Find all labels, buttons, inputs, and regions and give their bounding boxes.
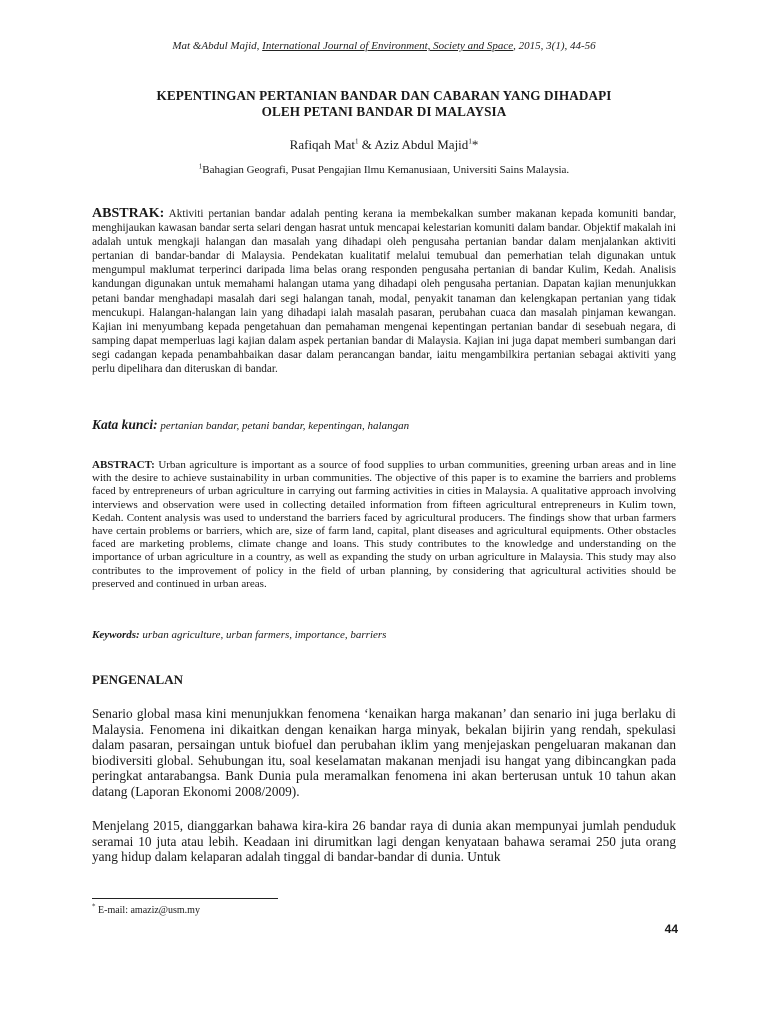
body-paragraph-1: Senario global masa kini menunjukkan fenomena ‘kenaikan harga makanan’ dan senario ini juga berlaku di Malaysia. Fenomena ini dikaitkan dengan kenaikan harga minyak, bekalan bijirin yang rendah, spekulasi dalam pasaran, persaingan untuk biofuel dan perubahan iklim yang menjejaskan pengeluaran makanan dan biodiversiti global. Sehubungan itu, soal keselamatan makanan menjadi isu hangat yang dibincangkan pada peringkat antarabangsa. Bank Dunia pula meramalkan fenomena ini akan berterusan untuk 10 tahun akan datang (Laporan Ekonomi 2008/2009). — [92, 706, 676, 799]
header-journal-link[interactable]: International Journal of Environment, Society and Space — [262, 40, 514, 52]
section-heading: PENGENALAN — [92, 672, 184, 687]
kata-kunci-section — [92, 417, 676, 433]
footnote — [92, 902, 200, 916]
header-details: , 2015, 3(1), 44-56 — [513, 40, 596, 52]
abstrak-section — [92, 207, 676, 376]
author-joiner: & — [358, 137, 375, 152]
keywords-label: Keywords: — [92, 629, 140, 641]
footnote-divider — [92, 898, 278, 899]
abstrak-label: ABSTRAK: — [92, 206, 165, 221]
abstrak-text: Aktiviti pertanian bandar adalah penting kerana ia membekalkan sumber makanan kepada komuniti bandar, menghijaukan kawasan bandar serta selari dengan hasrat untuk mencapai kelestarian komuniti dalam bandar. Objektif makalah ini adalah untuk mengkaji halangan dan masalah yang dihadapi oleh pengusaha pertanian bandar dalam menjalankan aktiviti pertanian di bandar-bandar di Malaysia. Pendekatan kualitatif melalui temubual dan pemerhatian telah digunakan untuk mengumpul maklumat terperinci daripada lima belas orang responden pengusaha pertanian di bandar Kulim, Kedah. Analisis kandungan digunakan untuk memahami halangan utama yang dihadapi oleh pengusaha pertanian. Dapatan kajian menunjukkan petani bandar menghadapi masalah dari segi halangan tanah, modal, penyakit tanaman dan kelengkapan pertanian yang tidak mencukupi. Halangan-halangan lain yang dihadapi ialah masalah pasaran, perubahan cuaca dan masalah pinjaman kewangan. Kajian ini menyumbang kepada pengetahuan dan pemahaman mengenai kepentingan pertanian bandar di sesebuah negara, di samping dapat memperluas lagi kajian dalam aspek pertanian bandar di Malaysia. Kajian ini juga dapat memberi sumbangan dari segi cadangan kepada penambahbaikan dasar dalam perancangan bandar, iaitu mengambilkira pertanian sebagai aktiviti yang perlu dipelihara dan diteruskan di bandar. — [92, 208, 676, 376]
keywords-section — [92, 629, 676, 641]
body-paragraph-2: Menjelang 2015, dianggarkan bahawa kira-kira 26 bandar raya di dunia akan mempunyai jumlah penduduk seramai 10 juta atau lebih. Keadaan ini dirumitkan lagi dengan kenyataan bahawa seramai 250 juta orang yang hidup dalam kelaparan adalah tinggal di bandar-bandar di dunia. Untuk — [92, 818, 676, 865]
author-list — [0, 137, 768, 153]
abstract-label: ABSTRACT: — [92, 459, 155, 471]
author-1-affil-mark: 1 — [355, 137, 359, 146]
title-line-2: OLEH PETANI BANDAR DI MALAYSIA — [261, 104, 507, 119]
footnote-mark: * — [92, 902, 96, 911]
kata-kunci-label: Kata kunci: — [92, 417, 158, 432]
header-authors: Mat &Abdul Majid, — [172, 40, 260, 52]
author-2: Aziz Abdul Majid — [374, 137, 469, 152]
abstract-section — [92, 459, 676, 591]
affiliation — [0, 164, 768, 176]
page-number: 44 — [664, 922, 678, 936]
affiliation-text: Bahagian Geografi, Pusat Pengajian Ilmu Kemanusiaan, Universiti Sains Malaysia. — [202, 164, 570, 176]
footnote-email: E-mail: amaziz@usm.my — [95, 905, 200, 916]
author-1: Rafiqah Mat — [289, 137, 356, 152]
title-line-1: KEPENTINGAN PERTANIAN BANDAR DAN CABARAN YANG DIHADAPI — [156, 88, 612, 103]
author-2-affil-mark: 1 — [468, 137, 472, 146]
running-header — [0, 40, 768, 52]
abstract-text: Urban agriculture is important as a source of food supplies to urban communities, greening urban areas and in line with the desire to achieve sustainability in urban communities. The objective of this paper is to examine the barriers and problems faced by entrepreneurs of urban agriculture in carrying out farming activities in cities in Malaysia. A qualitative approach involving interviews and observation were used in collecting detailed information from fifteen agricultural entrepreneurs in Kulim town, Kedah. Content analysis was used to understand the barriers faced by agricultural producers. The findings show that urban farmers have certain problems or barriers, which are, size of farm land, capital, plant diseases and agricultural equipments. Other obstacles faced are marketing problems, climate change and loans. This study contributes to the knowledge and understanding on the importance of urban agriculture in a country, as well as expanding the study on urban agriculture in Malaysia. This study may also contributes to the improvement of policy in the field of urban planning, by considering that agricultural activities should be preserved and continued in urban areas. — [92, 459, 676, 590]
affiliation-mark: 1 — [198, 162, 203, 171]
kata-kunci-text: pertanian bandar, petani bandar, kepentingan, halangan — [160, 420, 410, 432]
paper-title — [92, 88, 676, 120]
keywords-text: urban agriculture, urban farmers, importance, barriers — [142, 629, 387, 641]
corresponding-mark: * — [471, 137, 479, 152]
